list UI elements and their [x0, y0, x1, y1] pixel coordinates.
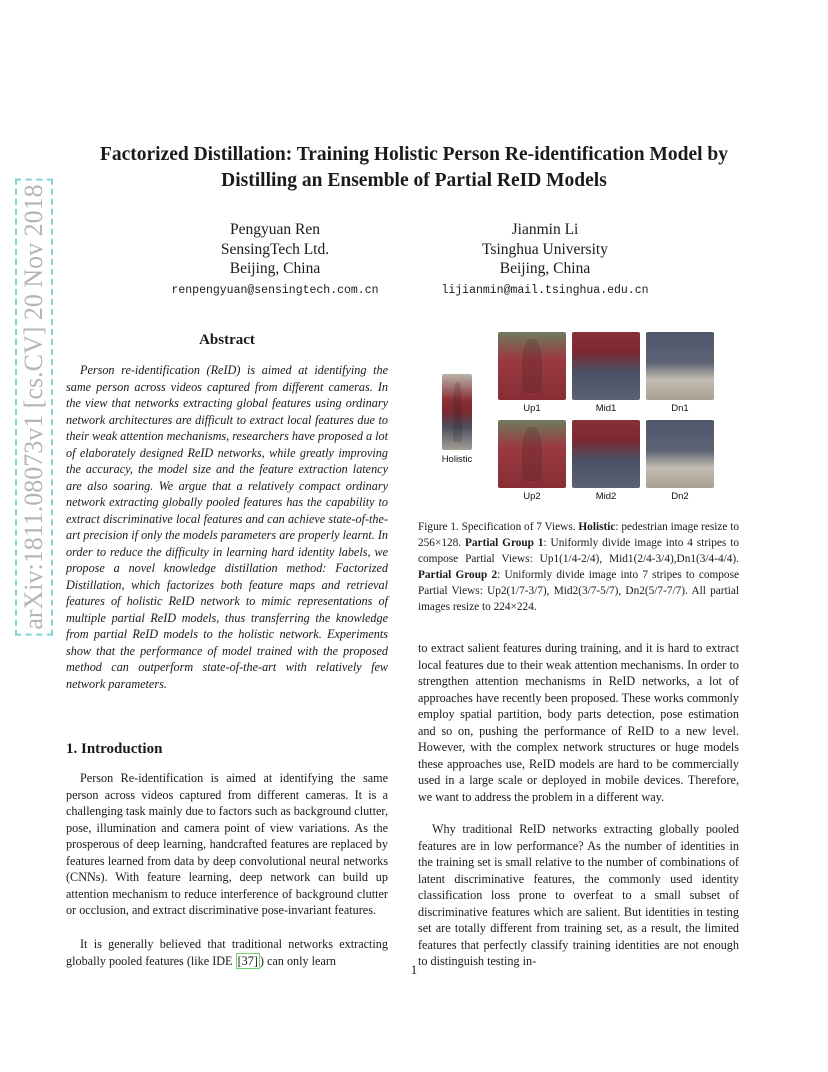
caption-holistic-bold: Holistic: [578, 521, 616, 533]
author-email[interactable]: renpengyuan@sensingtech.com.cn: [171, 283, 379, 297]
abstract-heading: Abstract: [199, 332, 255, 348]
caption-group1-bold: Partial Group 1: [465, 537, 544, 549]
citation-link[interactable]: [37]: [237, 953, 258, 968]
author-email[interactable]: lijianmin@mail.tsinghua.edu.cn: [441, 283, 649, 297]
intro-p2-text: It is generally believed that traditional networks extracting globally pooled features (like IDE: [66, 937, 388, 968]
figure-1-caption: [418, 519, 739, 615]
dn1-image: [646, 332, 714, 400]
label-up1: Up1: [523, 403, 541, 414]
paper-title: [60, 142, 768, 194]
up2-image: [498, 420, 566, 488]
figure-1: [420, 330, 740, 508]
label-holistic: Holistic: [441, 454, 473, 465]
arxiv-stamp: [14, 184, 54, 630]
up1-image: [498, 332, 566, 400]
intro-p2-text-end: ) can only learn: [259, 953, 337, 968]
page-number: 1: [410, 962, 418, 977]
right-paragraph-1: to extract salient features during training, and it is hard to extract local features due to their weak attention mechanisms. In order to strengthen attention mechanisms in ReID networks, a lot of approaches have recently been proposed. These works commonly employ spatial partition, body parts detection, pose estimation and so on, pushing the performance of ReID to a new level. However, with the complex network structures or huge models these approaches use, ReID models are hard to be commercially used in a large scale or deployed in mobile devices. Therefore, we want to address the problem in a different way.: [418, 641, 739, 804]
intro-heading: 1. Introduction: [66, 741, 163, 757]
intro-paragraph-1: Person Re-identification is aimed at identifying the same person across videos captured from different cameras. It is a challenging task mainly due to factors such as background clutter, pose, illumination and camera point of view variations. As the prosperous of deep learning, handcrafted features are replaced by features learned from data by deep convolutional neural networks (CNNs). With feature learning, deep network can build up attention mechanism to reduce interference of background clutter or occlusion, and extract discriminative pose-invariant features.: [66, 771, 388, 917]
caption-holistic: : pedestrian image resize to 256×128.: [418, 521, 740, 549]
caption-lead: Figure 1. Specification of 7 Views.: [418, 521, 579, 533]
caption-group2-bold: Partial Group 2: [418, 569, 498, 581]
caption-group1: : Uniformly divide image into 4 stripes to compose Partial Views: Up1(1/4-2/4), Mid1(2/4-3/4),Dn1(3/4-4/4).: [418, 537, 739, 565]
mid2-image: [572, 420, 640, 488]
title-line-2: Distilling an Ensemble of Partial ReID Models: [221, 170, 607, 191]
author-location: Beijing, China: [229, 260, 321, 277]
author-affiliation: SensingTech Ltd.: [220, 240, 330, 258]
author-block-2: [410, 220, 680, 297]
mid1-image: [572, 332, 640, 400]
right-paragraph-2: Why traditional ReID networks extracting globally pooled features are in low performance? As the number of identities in the training set is small relative to the number of combinations of latent discriminative features, the commonly used identity classification loss prone to overfeat to a small subset of discriminative features which are salient. But identities in testing set are totally different from training set, as a result, the limited features that perfectly classify training identities are not enough to distinguish testing in-: [418, 822, 739, 968]
label-mid1: Mid1: [595, 403, 617, 414]
author-name: Jianmin Li: [511, 221, 579, 238]
author-affiliation: Tsinghua University: [482, 240, 608, 258]
author-name: Pengyuan Ren: [230, 221, 320, 238]
dn2-image: [646, 420, 714, 488]
label-dn1: Dn1: [671, 403, 689, 414]
label-dn2: Dn2: [671, 491, 689, 502]
holistic-image: [442, 374, 472, 450]
arxiv-stamp-text: arXiv:1811.08073v1 [cs.CV] 20 Nov 2018: [15, 178, 53, 635]
label-mid2: Mid2: [595, 491, 617, 502]
label-up2: Up2: [523, 491, 541, 502]
author-block-1: [150, 220, 400, 297]
title-line-1: Factorized Distillation: Training Holistic Person Re-identification Model by: [99, 144, 729, 165]
author-location: Beijing, China: [499, 260, 591, 277]
caption-group2: : Uniformly divide image into 7 stripes to compose Partial Views: Up2(1/7-3/7), Mid2(3/7-5/7), Dn2(5/7-7/7). All partial images resize to 224×224.: [418, 569, 739, 613]
abstract-text: Person re-identification (ReID) is aimed at identifying the same person across videos captured from different cameras. In the view that networks extracting global features using ordinary network architectures are difficult to extract local features due to their weak attention mechanisms, researchers have proposed a lot of elaborately designed ReID networks, while greatly improving the accuracy, the model size and the feature extraction latency are also soaring. We argue that a relatively compact ordinary network extracting globally pooled features has the capability to extract discriminative local features and can achieve state-of-the-art precision if only the models parameters are properly learnt. In order to reduce the difficulty in learning hard identity labels, we propose a novel knowledge distillation method: Factorized Distillation, which factorizes both feature maps and retrieval features of holistic ReID network to mimic representations of multiple partial ReID models, thus transferring the knowledge from partial ReID models to the holistic network. Experiments show that the performance of model trained with the proposed method can outperform state-of-the-art with relatively few network parameters.: [66, 363, 388, 691]
